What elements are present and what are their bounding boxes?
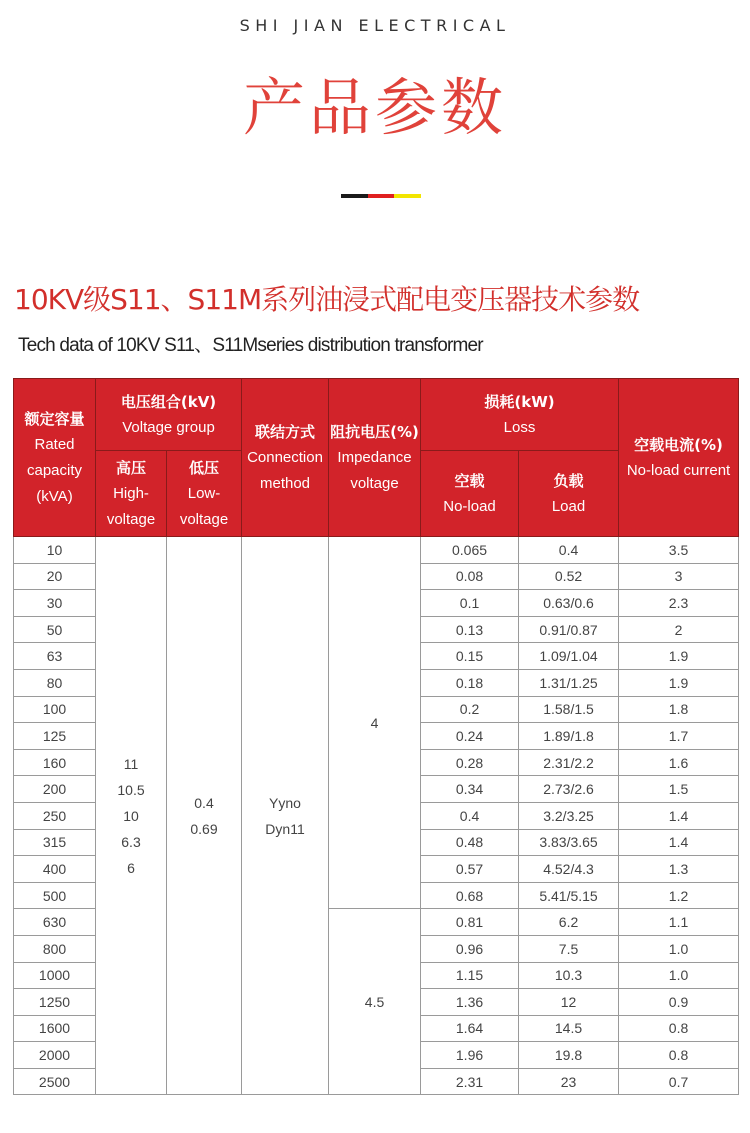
- load-loss-cell: 0.4: [519, 537, 619, 564]
- capacity-cell: 400: [14, 856, 96, 883]
- noload-loss-cell: 0.1: [421, 590, 519, 617]
- noload-loss-cell: 1.36: [421, 989, 519, 1016]
- high-voltage-cell-value: 6: [127, 859, 135, 876]
- load-loss-cell: 12: [519, 989, 619, 1016]
- load-loss-cell: 7.5: [519, 935, 619, 962]
- noload-loss-cell: 0.4: [421, 802, 519, 829]
- noload-current-cell: 1.6: [619, 749, 739, 776]
- noload-loss-cell: 0.15: [421, 643, 519, 670]
- header-connection: 联结方式 Connection method: [242, 379, 329, 537]
- noload-loss-cell: 0.68: [421, 882, 519, 909]
- noload-loss-cell: 0.34: [421, 776, 519, 803]
- noload-current-cell: 2.3: [619, 590, 739, 617]
- capacity-cell: 1000: [14, 962, 96, 989]
- noload-loss-cell: 0.24: [421, 723, 519, 750]
- noload-loss-cell: 0.08: [421, 563, 519, 590]
- divider-yellow: [394, 194, 421, 198]
- noload-current-cell: 3.5: [619, 537, 739, 564]
- load-loss-cell: 23: [519, 1068, 619, 1095]
- brand-name: SHI JIAN ELECTRICAL: [239, 16, 511, 35]
- capacity-cell: 1250: [14, 989, 96, 1016]
- low-voltage-cell-value: 0.69: [190, 820, 218, 837]
- noload-current-cell: 0.8: [619, 1042, 739, 1069]
- capacity-cell: 20: [14, 563, 96, 590]
- connection-cell-value: Dyn11: [265, 820, 305, 837]
- load-loss-cell: 1.09/1.04: [519, 643, 619, 670]
- noload-current-cell: 0.9: [619, 989, 739, 1016]
- capacity-cell: 800: [14, 935, 96, 962]
- capacity-cell: 100: [14, 696, 96, 723]
- capacity-cell: 630: [14, 909, 96, 936]
- capacity-cell: 315: [14, 829, 96, 856]
- capacity-cell: 10: [14, 537, 96, 564]
- noload-current-cell: 1.8: [619, 696, 739, 723]
- spec-table: [13, 378, 739, 1095]
- header-load-loss: 负载 Load: [519, 451, 619, 537]
- noload-loss-cell: 1.96: [421, 1042, 519, 1069]
- noload-loss-cell: 0.81: [421, 909, 519, 936]
- capacity-cell: 63: [14, 643, 96, 670]
- load-loss-cell: 0.63/0.6: [519, 590, 619, 617]
- load-loss-cell: 3.83/3.65: [519, 829, 619, 856]
- noload-loss-cell: 0.13: [421, 616, 519, 643]
- connection-cell: [242, 537, 329, 1095]
- noload-current-cell: 3: [619, 563, 739, 590]
- load-loss-cell: 14.5: [519, 1015, 619, 1042]
- table-heading-cn: 10KV级S11、S11M系列油浸式配电变压器技术参数: [14, 283, 640, 316]
- noload-loss-cell: 1.15: [421, 962, 519, 989]
- capacity-cell: 50: [14, 616, 96, 643]
- header-noload-loss: 空载 No-load: [421, 451, 519, 537]
- impedance-cell: 4: [329, 537, 421, 909]
- noload-current-cell: 1.0: [619, 935, 739, 962]
- low-voltage-cell: [167, 537, 242, 1095]
- load-loss-cell: 1.58/1.5: [519, 696, 619, 723]
- noload-loss-cell: 0.18: [421, 669, 519, 696]
- noload-current-cell: 2: [619, 616, 739, 643]
- page-title: 产品参数: [242, 71, 507, 144]
- noload-current-cell: 1.0: [619, 962, 739, 989]
- load-loss-cell: 19.8: [519, 1042, 619, 1069]
- capacity-cell: 125: [14, 723, 96, 750]
- load-loss-cell: 2.73/2.6: [519, 776, 619, 803]
- load-loss-cell: 1.89/1.8: [519, 723, 619, 750]
- capacity-cell: 2000: [14, 1042, 96, 1069]
- noload-loss-cell: 0.28: [421, 749, 519, 776]
- header-voltage-group: 电压组合(kV) Voltage group: [96, 379, 242, 451]
- load-loss-cell: 5.41/5.15: [519, 882, 619, 909]
- noload-loss-cell: 1.64: [421, 1015, 519, 1042]
- header-high-voltage: 高压 High- voltage: [96, 451, 167, 537]
- noload-loss-cell: 0.96: [421, 935, 519, 962]
- capacity-cell: 80: [14, 669, 96, 696]
- noload-current-cell: 1.9: [619, 643, 739, 670]
- noload-loss-cell: 0.57: [421, 856, 519, 883]
- connection-cell-value: Yyno: [269, 794, 301, 811]
- capacity-cell: 1600: [14, 1015, 96, 1042]
- capacity-cell: 500: [14, 882, 96, 909]
- header-impedance: 阻抗电压(%) Impedance voltage: [329, 379, 421, 537]
- capacity-cell: 30: [14, 590, 96, 617]
- noload-current-cell: 1.7: [619, 723, 739, 750]
- noload-current-cell: 0.8: [619, 1015, 739, 1042]
- divider-black: [341, 194, 368, 198]
- noload-loss-cell: 0.2: [421, 696, 519, 723]
- noload-current-cell: 1.9: [619, 669, 739, 696]
- load-loss-cell: 1.31/1.25: [519, 669, 619, 696]
- impedance-cell: 4.5: [329, 909, 421, 1095]
- capacity-cell: 2500: [14, 1068, 96, 1095]
- load-loss-cell: 0.91/0.87: [519, 616, 619, 643]
- table-row: [14, 537, 739, 564]
- load-loss-cell: 2.31/2.2: [519, 749, 619, 776]
- noload-loss-cell: 0.48: [421, 829, 519, 856]
- header-capacity: 额定容量 Rated capacity (kVA): [14, 379, 96, 537]
- noload-current-cell: 1.4: [619, 829, 739, 856]
- low-voltage-cell-value: 0.4: [194, 794, 214, 811]
- noload-current-cell: 1.2: [619, 882, 739, 909]
- noload-current-cell: 1.1: [619, 909, 739, 936]
- load-loss-cell: 4.52/4.3: [519, 856, 619, 883]
- capacity-cell: 250: [14, 802, 96, 829]
- load-loss-cell: 3.2/3.25: [519, 802, 619, 829]
- high-voltage-cell: [96, 537, 167, 1095]
- header-low-voltage: 低压 Low- voltage: [167, 451, 242, 537]
- high-voltage-cell-value: 11: [123, 755, 139, 772]
- noload-loss-cell: 2.31: [421, 1068, 519, 1095]
- load-loss-cell: 10.3: [519, 962, 619, 989]
- capacity-cell: 200: [14, 776, 96, 803]
- noload-current-cell: 1.3: [619, 856, 739, 883]
- header-loss: 损耗(kW) Loss: [421, 379, 619, 451]
- noload-current-cell: 0.7: [619, 1068, 739, 1095]
- noload-current-cell: 1.4: [619, 802, 739, 829]
- header-noload-current: 空载电流(%) No-load current: [619, 379, 739, 537]
- spec-table-body: [14, 537, 739, 1095]
- high-voltage-cell-value: 10: [123, 807, 139, 824]
- high-voltage-cell-value: 10.5: [117, 781, 145, 798]
- noload-loss-cell: 0.065: [421, 537, 519, 564]
- capacity-cell: 160: [14, 749, 96, 776]
- divider-red: [368, 194, 395, 198]
- color-divider: [341, 194, 421, 198]
- table-heading-en: Tech data of 10KV S11、S11Mseries distribution transformer: [18, 335, 483, 356]
- high-voltage-cell-value: 6.3: [121, 833, 141, 850]
- noload-current-cell: 1.5: [619, 776, 739, 803]
- load-loss-cell: 6.2: [519, 909, 619, 936]
- load-loss-cell: 0.52: [519, 563, 619, 590]
